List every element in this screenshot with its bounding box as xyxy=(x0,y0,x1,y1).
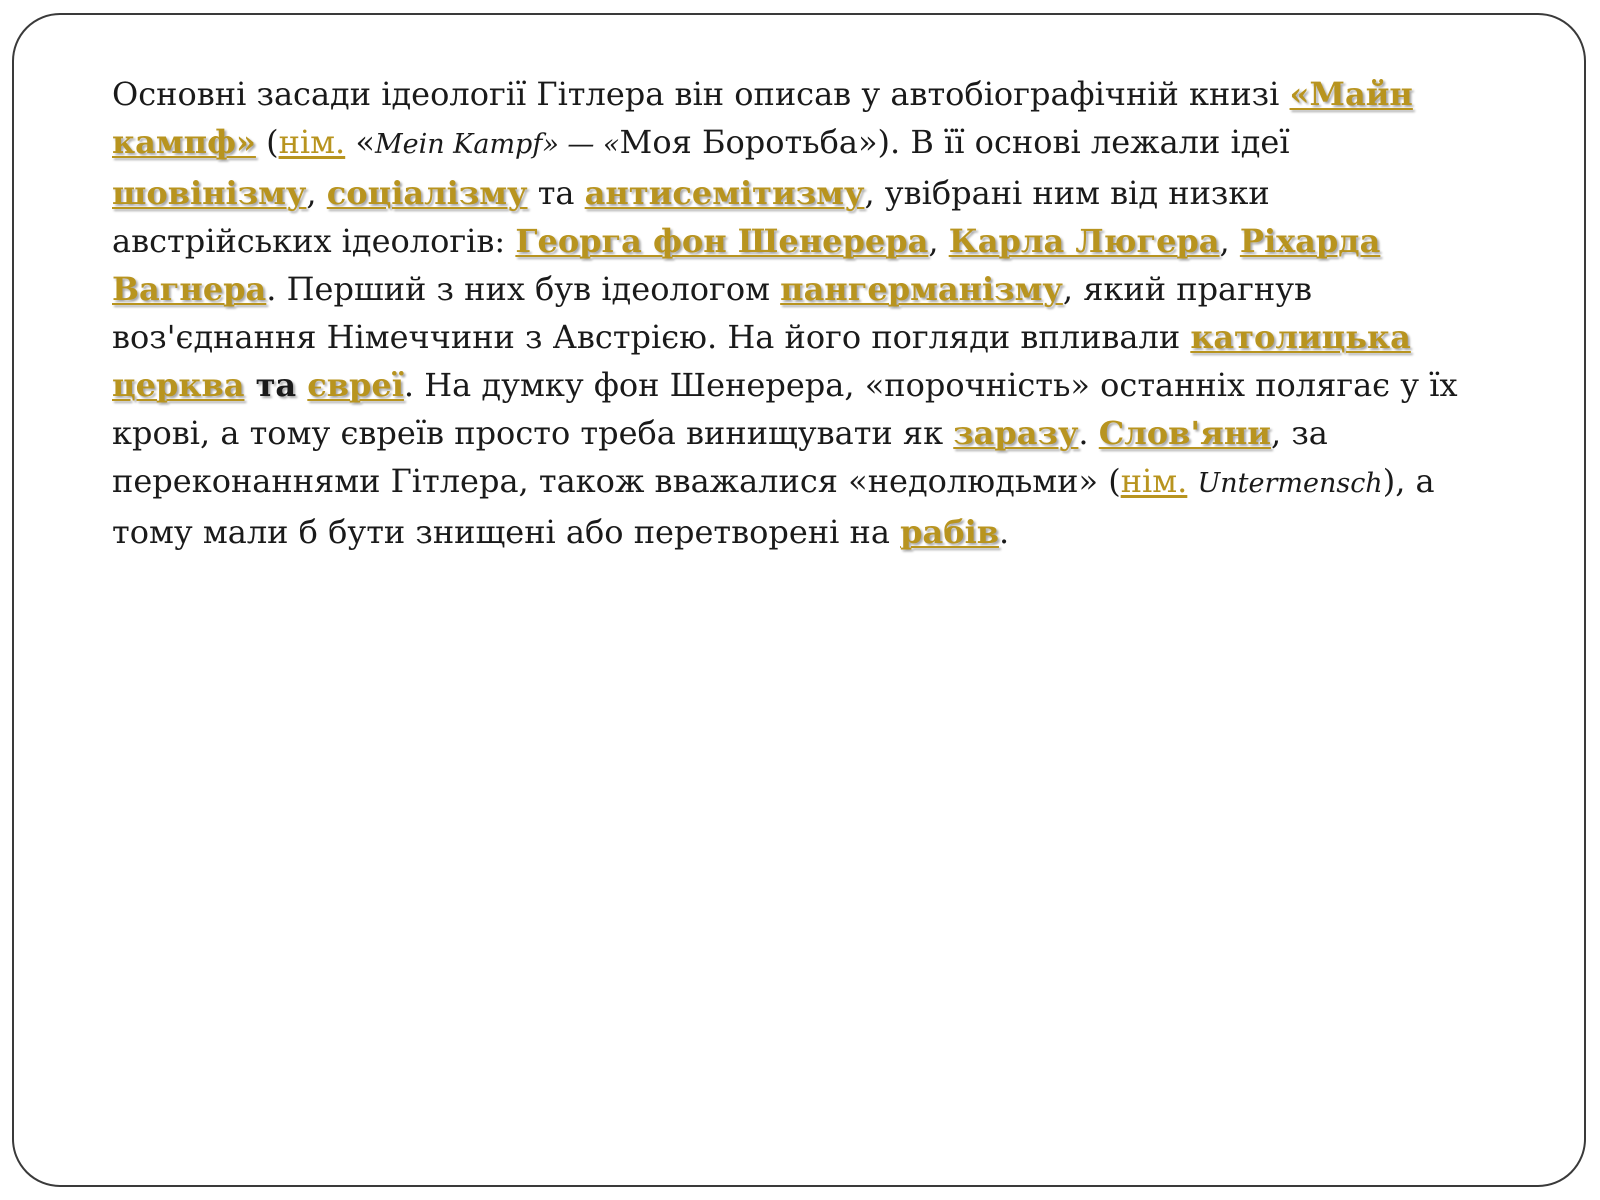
link-jews[interactable]: євреї xyxy=(307,366,404,404)
link-schonerer[interactable]: Георга фон Шенерера xyxy=(515,222,929,260)
text-segment: . На думку фон Шенерера, «порочність» останніх полягає у їх крові, а тому євреїв просто треба винищувати як xyxy=(112,366,1458,452)
link-nim-abbrev[interactable]: нім. xyxy=(278,123,346,161)
text-segment: , xyxy=(928,222,949,260)
text-segment: Моя Боротьба»). В її основі лежали ідеї xyxy=(619,123,1290,161)
text-segment: , xyxy=(306,174,327,212)
link-mein-kampf[interactable]: «Майн кампф» xyxy=(112,75,1413,161)
text-segment xyxy=(1187,462,1197,500)
link-nim-abbrev[interactable]: нім. xyxy=(1120,462,1188,500)
link-antisemitizm[interactable]: антисемітизму xyxy=(584,174,865,212)
link-zaraza[interactable]: заразу xyxy=(953,414,1079,452)
text-segment: . xyxy=(1078,414,1099,452)
link-slaves[interactable]: рабів xyxy=(900,513,999,551)
mein-kampf-original-title: Mein Kampf» — « xyxy=(374,129,620,160)
link-lueger[interactable]: Карла Люгера xyxy=(948,222,1220,260)
text-segment: . Перший з них був ідеологом xyxy=(266,270,781,308)
link-slavs[interactable]: Слов'яни xyxy=(1098,414,1271,452)
text-segment: ), а тому мали б бути знищені або перетворені на xyxy=(112,462,1435,551)
link-catholic-church[interactable]: католицька церква xyxy=(112,318,1411,404)
text-segment: Основні засади ідеології Гітлера він описав у автобіографічній книзі xyxy=(112,75,1290,113)
link-shovinizm[interactable]: шовінізму xyxy=(112,174,307,212)
text-segment: . xyxy=(998,513,1010,551)
link-pangermanizm[interactable]: пангерманізму xyxy=(780,270,1063,308)
link-wagner[interactable]: Ріхарда Вагнера xyxy=(112,222,1381,308)
text-segment: , який прагнув воз'єднання Німеччини з Австрією. На його погляди впливали xyxy=(112,270,1313,356)
text-segment: та xyxy=(244,366,308,404)
untermensch-term: Untermensch xyxy=(1197,468,1383,499)
text-segment: та xyxy=(527,174,585,212)
text-segment: , xyxy=(1219,222,1240,260)
text-segment: , увібрані ним від низки австрійських ідеологів: xyxy=(112,174,1270,260)
link-socializm[interactable]: соціалізму xyxy=(326,174,528,212)
text-segment: « xyxy=(345,123,375,161)
text-segment: ( xyxy=(255,123,279,161)
main-paragraph xyxy=(112,70,1497,556)
text-segment: , за переконаннями Гітлера, також вважалися «недолюдьми» ( xyxy=(112,414,1328,500)
